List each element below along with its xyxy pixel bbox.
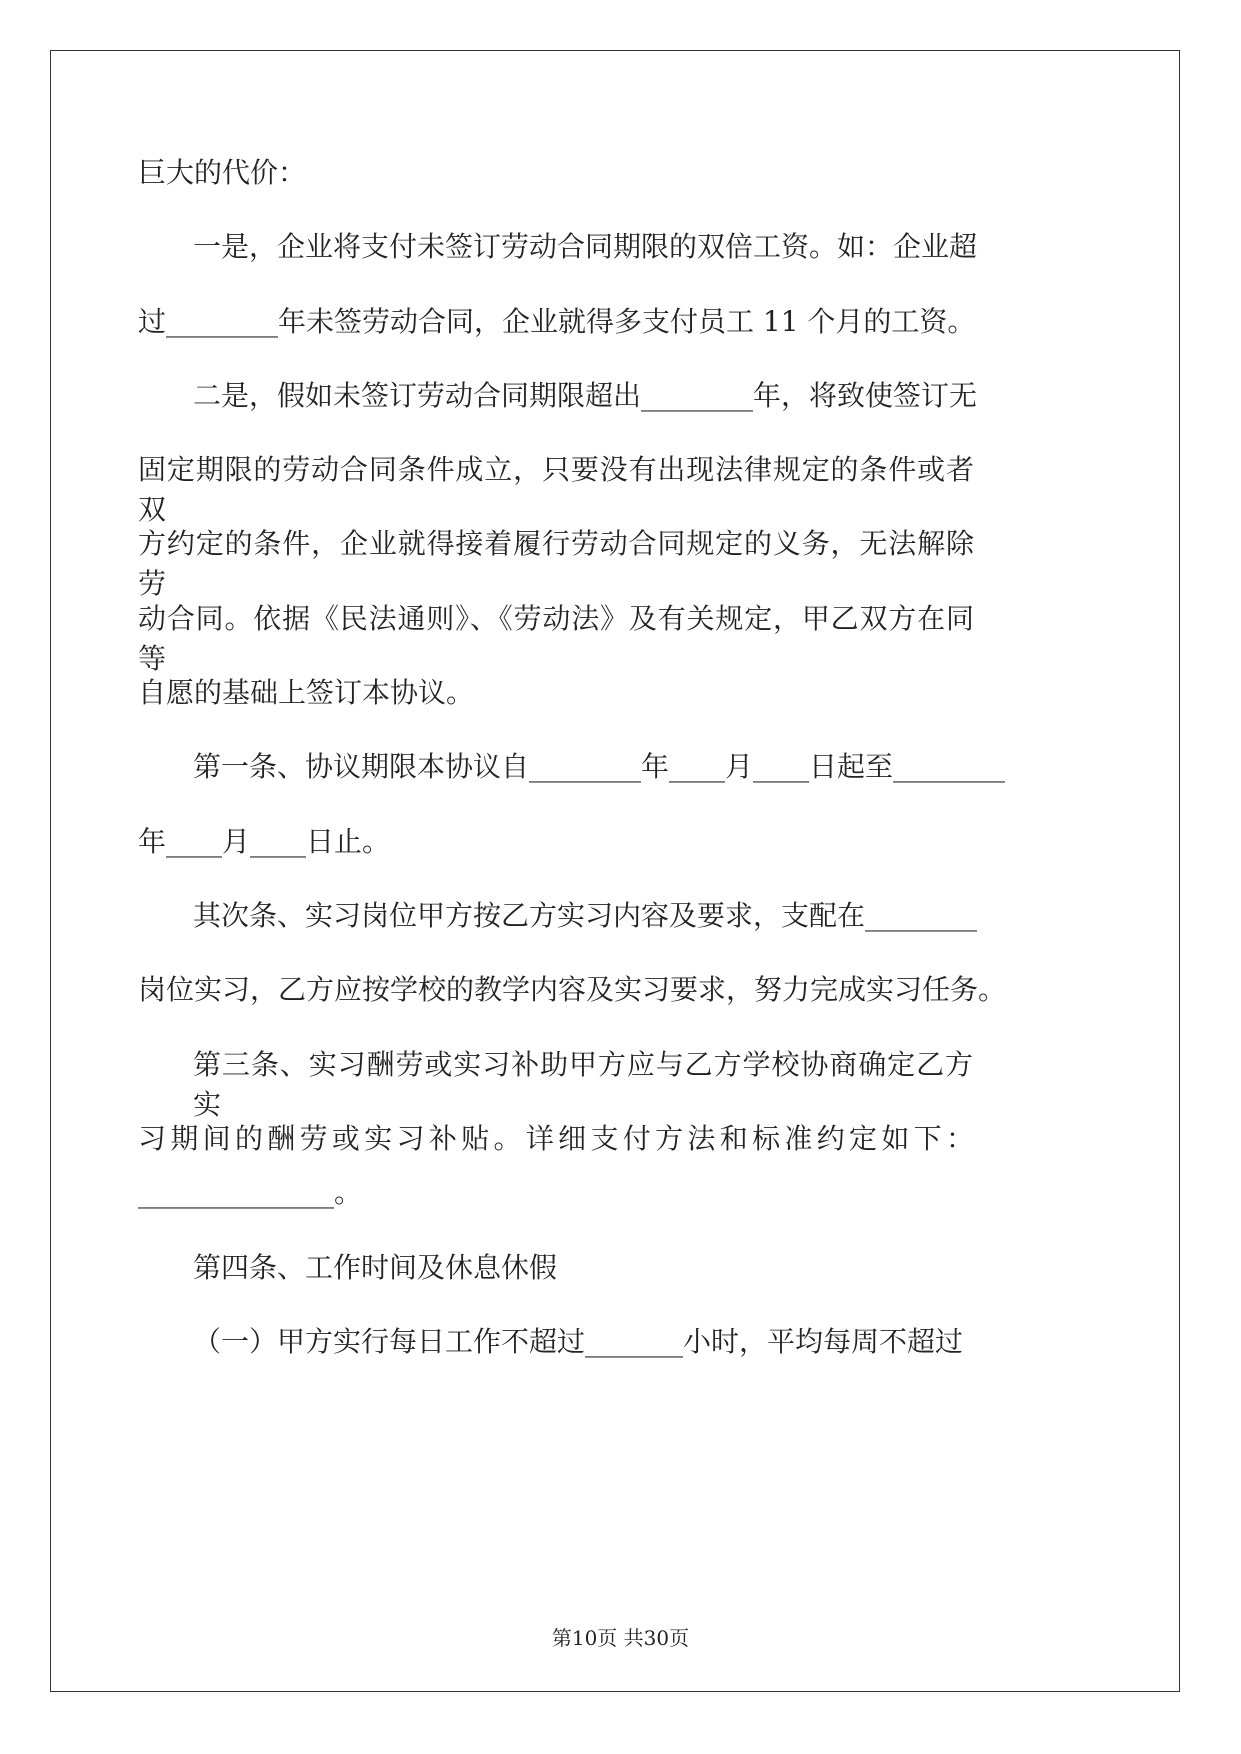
text-line: 巨大的代价：: [138, 156, 307, 189]
text-line: 过________年未签劳动合同，企业就得多支付员工 11 个月的工资。: [138, 305, 976, 338]
text-line: 方约定的条件，企业就得接着履行劳动合同规定的义务，无法解除劳: [138, 527, 974, 600]
text-line: 其次条、实习岗位甲方按乙方实习内容及要求，支配在________: [193, 899, 978, 932]
text-line: 二是，假如未签订劳动合同期限超出________年，将致使签订无: [193, 379, 978, 412]
text-line: 一是，企业将支付未签订劳动合同期限的双倍工资。如：企业超: [193, 230, 978, 263]
text-line: ______________。: [138, 1176, 363, 1209]
page-number-footer: 第10页 共30页: [551, 1626, 690, 1650]
text-line: （一）甲方实行每日工作不超过_______小时，平均每周不超过: [193, 1325, 964, 1358]
text-line: 第一条、协议期限本协议自________年____月____日起至________: [193, 750, 1006, 783]
text-line: 第三条、实习酬劳或实习补助甲方应与乙方学校协商确定乙方实: [193, 1048, 973, 1121]
page-border: [50, 50, 1180, 1692]
text-line: 第四条、工作时间及休息休假: [193, 1251, 558, 1284]
text-line: 动合同。依据《民法通则》、《劳动法》及有关规定，甲乙双方在同等: [138, 602, 974, 675]
text-line: 年____月____日止。: [138, 825, 391, 858]
text-line: 岗位实习，乙方应按学校的教学内容及实习要求，努力完成实习任务。: [138, 973, 1007, 1006]
text-line: 自愿的基础上签订本协议。: [138, 676, 475, 709]
text-line: 习期间的酬劳或实习补贴。详细支付方法和标准约定如下：: [138, 1122, 974, 1155]
text-line: 固定期限的劳动合同条件成立，只要没有出现法律规定的条件或者双: [138, 453, 974, 526]
